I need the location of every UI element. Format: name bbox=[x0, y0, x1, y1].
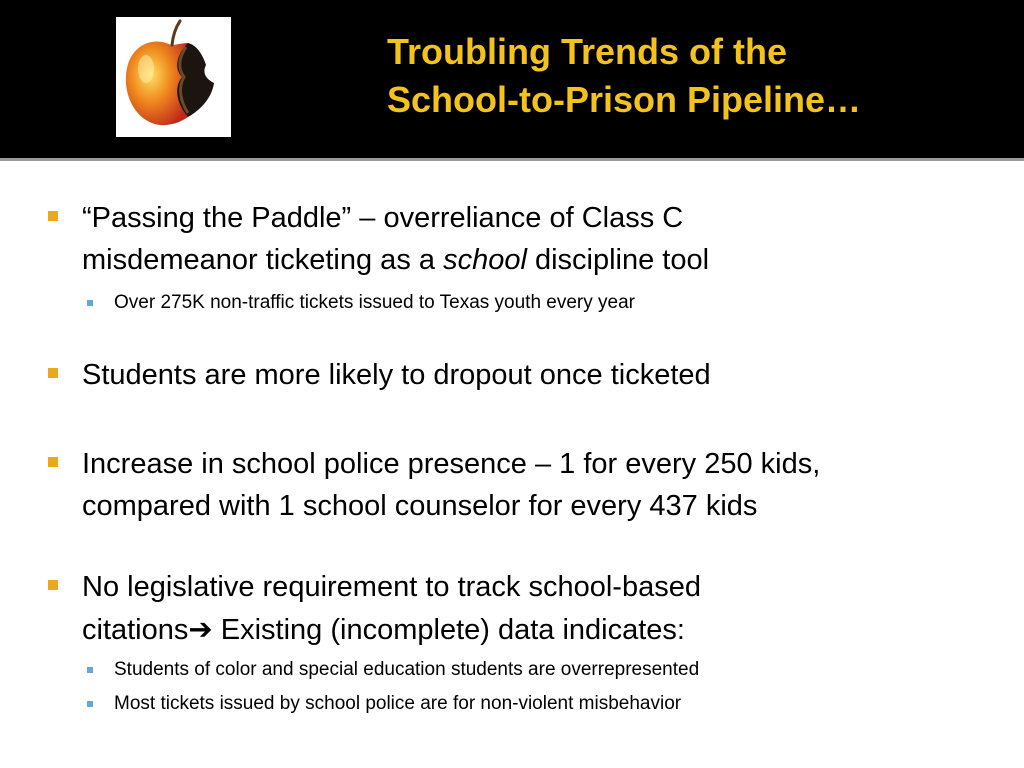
bullet-line: “Passing the Paddle” – overreliance of Class C bbox=[82, 202, 684, 234]
bullet-line: No legislative requirement to track school-based bbox=[82, 571, 701, 603]
bullet-text: citations bbox=[82, 614, 189, 646]
sub-bullet-non-violent: Most tickets issued by school police are for non-violent misbehavior bbox=[114, 691, 1004, 717]
bullet-passing-the-paddle bbox=[82, 197, 1002, 281]
bullet-line bbox=[82, 239, 1002, 281]
bullet-line: compared with 1 school counselor for every 437 kids bbox=[82, 490, 758, 522]
title-line-1: Troubling Trends of the bbox=[387, 31, 787, 72]
bullet-police-presence bbox=[82, 443, 1002, 527]
sub-bullet-overrepresented: Students of color and special education students are overrepresented bbox=[114, 657, 1004, 683]
bullet-text: discipline tool bbox=[526, 244, 710, 276]
bullet-legislative-requirement bbox=[82, 566, 1002, 651]
bullet-line: Increase in school police presence – 1 for every 250 kids, bbox=[82, 448, 821, 480]
bullet-text: Existing (incomplete) data indicates: bbox=[212, 614, 685, 646]
bullet-text: misdemeanor ticketing as a bbox=[82, 244, 444, 276]
bullet-line: Students are more likely to dropout once ticketed bbox=[82, 359, 711, 391]
bullet-dropout bbox=[82, 354, 1002, 396]
arrow-right-icon: ➔ bbox=[188, 612, 213, 646]
sub-bullet-tickets: Over 275K non-traffic tickets issued to Texas youth every year bbox=[114, 290, 1004, 316]
bullet-emphasis: school bbox=[443, 244, 527, 276]
title-line-2: School-to-Prison Pipeline… bbox=[387, 79, 862, 120]
bullet-line bbox=[82, 608, 1002, 651]
